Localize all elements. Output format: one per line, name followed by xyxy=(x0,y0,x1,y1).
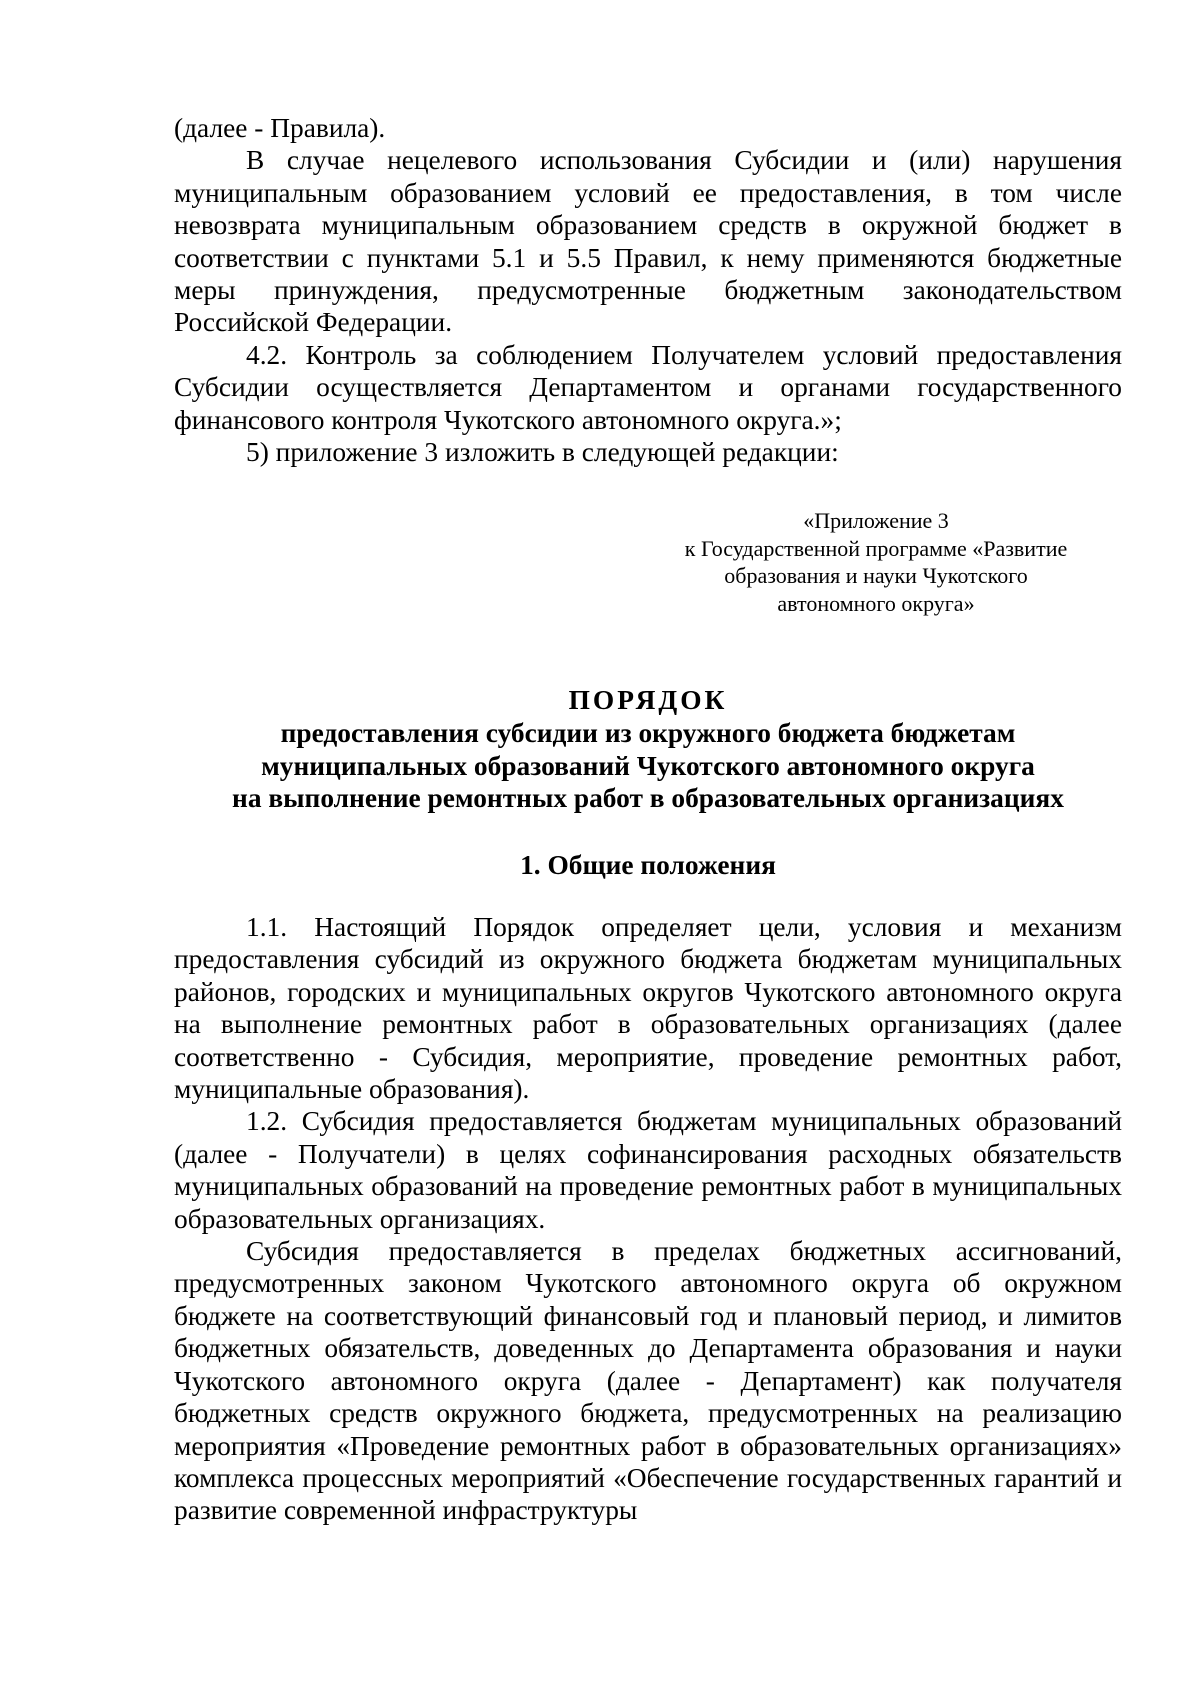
paragraph-1-1: 1.1. Настоящий Порядок определяет цели, условия и механизм предоставления субсидий из окружного бюджета бюджетам муниципальных районов, городских и муниципальных округов Чукотского автономного округа на выполнение ремонтных работ в образовательных организациях (далее соответственно - Субсидия, мероприятие, проведение ремонтных работ, муниципальные образования). xyxy=(174,912,1122,1105)
section-heading-general-provisions: 1. Общие положения xyxy=(520,850,776,880)
section-body xyxy=(174,911,1122,1527)
document-title: ПОРЯДОК xyxy=(568,685,728,715)
paragraph-subsidy-limits: Субсидия предоставляется в пределах бюджетных ассигнований, предусмотренных законом Чукотского автономного округа об окружном бюджете на соответствующий финансовый год и плановый период, и лимитов бюджетных обязательств, доведенных до Департамента образования и науки Чукотского автономного округа (далее - Департамент) как получателя бюджетных средств окружного бюджета, предусмотренных на реализацию мероприятия «Проведение ремонтных работ в образовательных организациях» комплекса процессных мероприятий «Обеспечение государственных гарантий и развитие современной инфраструктуры xyxy=(174,1236,1122,1526)
paragraph-1-2: 1.2. Субсидия предоставляется бюджетам муниципальных образований (далее - Получатели) в целях софинансирования расходных обязательств муниципальных образований на проведение ремонтных работ в муниципальных образовательных организациях. xyxy=(174,1106,1122,1234)
appendix-reference xyxy=(636,507,1116,617)
document-page xyxy=(174,112,1122,468)
appendix-line: образования и науки Чукотского xyxy=(724,563,1028,588)
appendix-line: автономного округа» xyxy=(777,590,975,616)
document-title-block xyxy=(174,683,1122,815)
document-subtitle-line: муниципальных образований Чукотского автономного округа xyxy=(261,750,1035,781)
paragraph-continuation: (далее - Правила). xyxy=(174,113,386,143)
paragraph-misuse-of-subsidy: В случае нецелевого использования Субсидии и (или) нарушения муниципальным образованием условий ее предоставления, в том числе невозврата муниципальным образованием средств в окружной бюджет в соответствии с пунктами 5.1 и 5.5 Правил, к нему применяются бюджетные меры принуждения, предусмотренные бюджетным законодательством Российской Федерации. xyxy=(174,145,1122,338)
document-subtitle-line: на выполнение ремонтных работ в образовательных организациях xyxy=(232,783,1064,813)
document-subtitle-line: предоставления субсидии из окружного бюджета бюджетам xyxy=(280,718,1016,748)
paragraph-appendix-instruction: 5) приложение 3 изложить в следующей редакции: xyxy=(246,437,839,468)
paragraph-4-2-control: 4.2. Контроль за соблюдением Получателем условий предоставления Субсидии осуществляется Департаментом и органами государственного финансового контроля Чукотского автономного округа.»; xyxy=(174,339,1122,435)
appendix-line: «Приложение 3 xyxy=(803,508,949,533)
appendix-line: к Государственной программе «Развитие xyxy=(684,535,1068,561)
